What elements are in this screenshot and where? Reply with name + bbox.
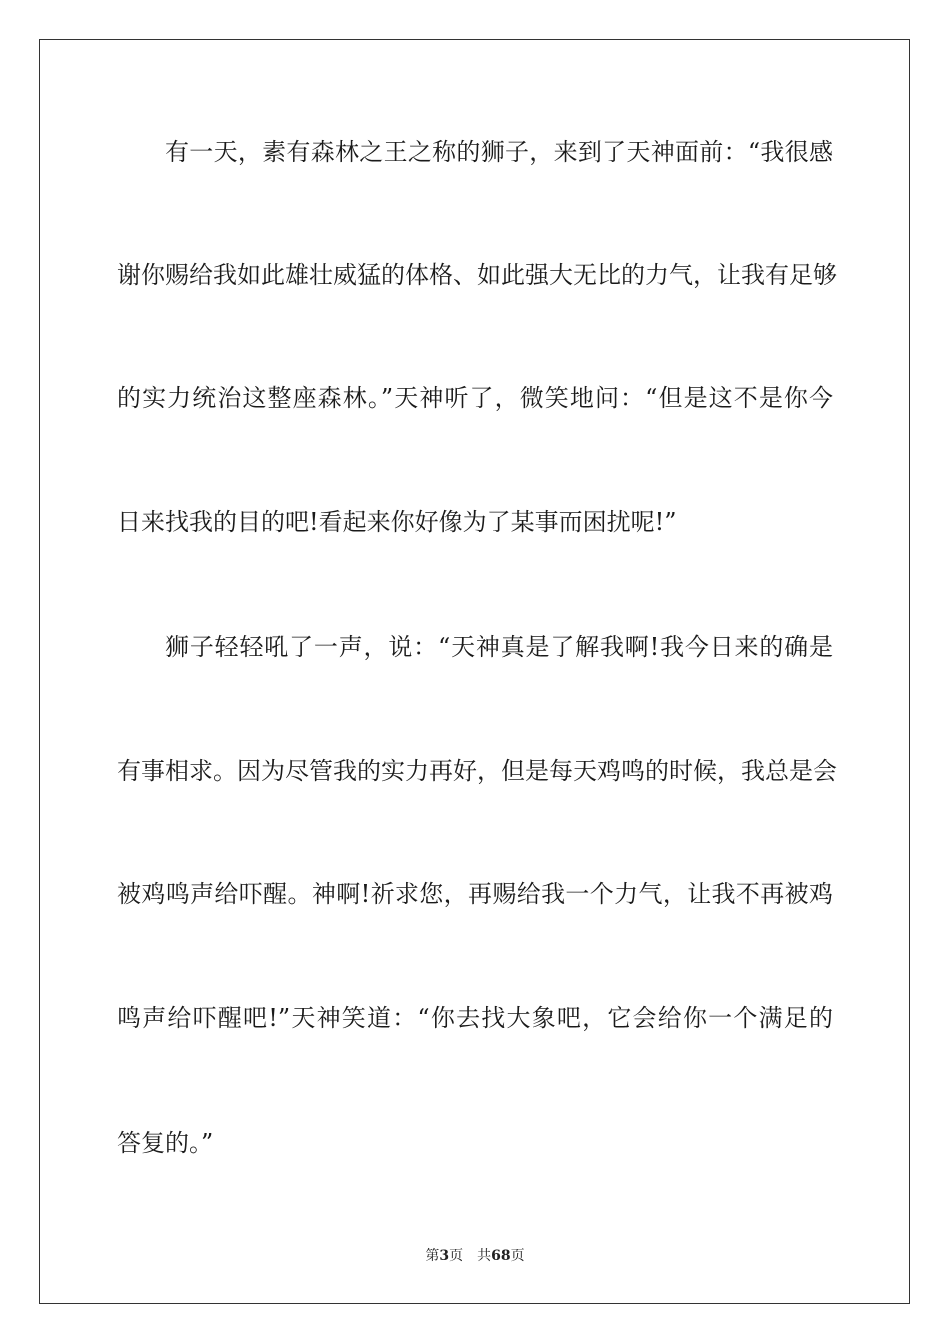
page-prefix: 第 <box>425 1248 440 1264</box>
paragraph-line: 日来找我的目的吧!看起来你好像为了某事而困扰呢!” <box>117 508 677 536</box>
total-page-count: 68 <box>491 1248 511 1264</box>
paragraph-line: 被鸡鸣声给吓醒。神啊!祈求您，再赐给我一个力气，让我不再被鸡 <box>117 880 833 908</box>
paragraph-line: 鸣声给吓醒吧!”天神笑道：“你去找大象吧，它会给你一个满足的 <box>117 1004 833 1032</box>
total-prefix: 共 <box>477 1248 492 1264</box>
page-unit: 页 <box>449 1248 464 1264</box>
page-footer <box>0 1246 950 1266</box>
page-border <box>39 39 910 1304</box>
paragraph-line: 谢你赐给我如此雄壮威猛的体格、如此强大无比的力气，让我有足够 <box>117 261 837 289</box>
paragraph-line: 狮子轻轻吼了一声，说：“天神真是了解我啊!我今日来的确是 <box>165 633 833 661</box>
paragraph-line: 有一天，素有森林之王之称的狮子，来到了天神面前：“我很感 <box>165 138 833 166</box>
current-page-number: 3 <box>439 1248 450 1264</box>
paragraph-line: 的实力统治这整座森林。”天神听了，微笑地问：“但是这不是你今 <box>117 384 833 412</box>
total-unit: 页 <box>510 1248 525 1264</box>
paragraph-line: 答复的。” <box>117 1129 214 1157</box>
paragraph-line: 有事相求。因为尽管我的实力再好，但是每天鸡鸣的时候，我总是会 <box>117 757 837 785</box>
